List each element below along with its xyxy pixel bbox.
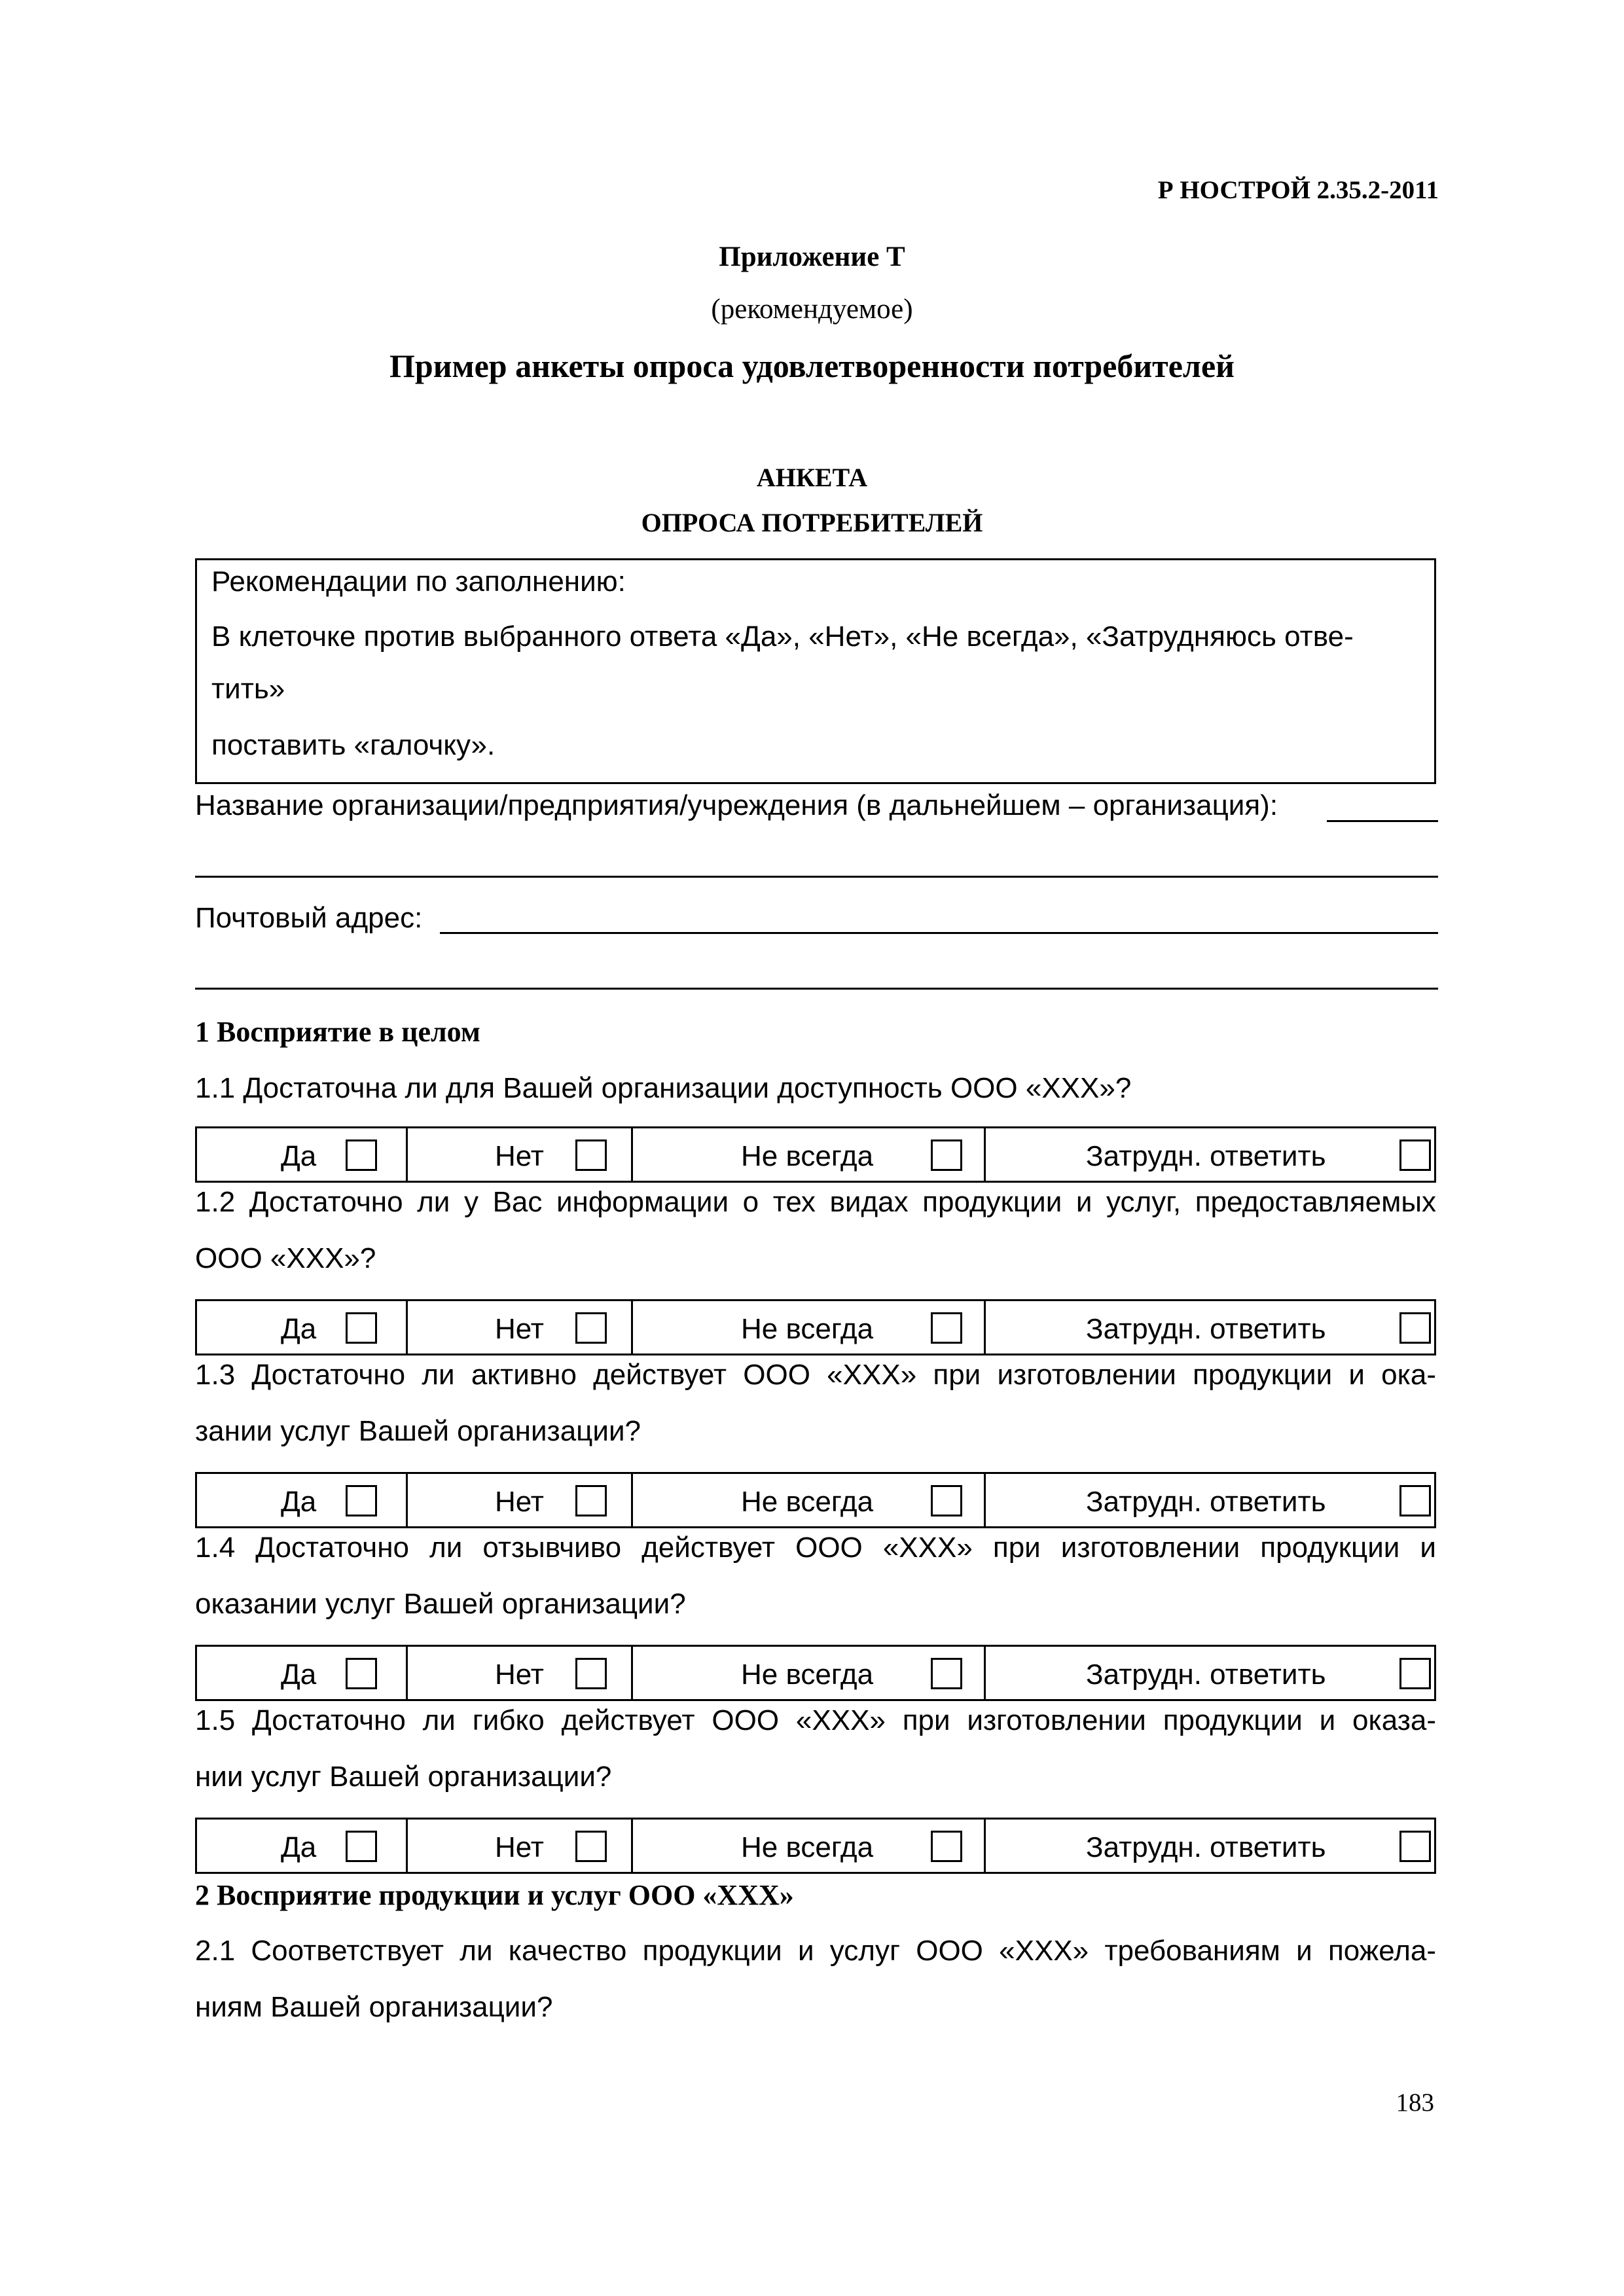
answer-cell-hard-to-say <box>986 1301 1434 1354</box>
answer-label-no: Нет <box>495 1831 544 1863</box>
answer-label-yes: Да <box>281 1831 317 1863</box>
checkbox-not-always[interactable] <box>931 1139 962 1171</box>
answer-cell-yes <box>197 1647 408 1699</box>
question-1-5-line-2: нии услуг Вашей организации? <box>195 1761 612 1793</box>
answer-label-yes: Да <box>281 1313 317 1345</box>
checkbox-yes[interactable] <box>346 1658 377 1689</box>
address-label: Почтовый адрес: <box>195 902 423 934</box>
question-1-4-line-2: оказании услуг Вашей организации? <box>195 1588 686 1620</box>
answer-label-no: Нет <box>495 1313 544 1345</box>
instructions-line-3: тить» <box>211 673 285 705</box>
question-1-5-line-1: 1.5 Достаточно ли гибко действует ООО «ХХХ» при изготовлении продукции и оказа- <box>195 1704 1436 1736</box>
organization-field-line-2[interactable] <box>195 876 1438 878</box>
checkbox-hard-to-say[interactable] <box>1399 1485 1431 1516</box>
document-code: Р НОСТРОЙ 2.35.2-2011 <box>1157 176 1439 204</box>
section-1-heading: 1 Восприятие в целом <box>195 1016 480 1048</box>
answer-cell-hard-to-say <box>986 1474 1434 1526</box>
address-field-line-2[interactable] <box>195 988 1438 990</box>
question-1-3-line-2: зании услуг Вашей организации? <box>195 1415 641 1447</box>
checkbox-not-always[interactable] <box>931 1485 962 1516</box>
answer-label-hard-to-say: Затрудн. ответить <box>1086 1831 1326 1863</box>
page-title: Пример анкеты опроса удовлетворенности потребителей <box>389 348 1235 384</box>
checkbox-not-always[interactable] <box>931 1658 962 1689</box>
instructions-line-1: Рекомендации по заполнению: <box>211 565 626 598</box>
form-subtitle: ОПРОСА ПОТРЕБИТЕЛЕЙ <box>641 508 983 537</box>
answer-label-yes: Да <box>281 1486 317 1518</box>
checkbox-yes[interactable] <box>346 1485 377 1516</box>
answer-label-hard-to-say: Затрудн. ответить <box>1086 1486 1326 1518</box>
answer-row-1-3 <box>195 1472 1436 1528</box>
answer-cell-yes <box>197 1474 408 1526</box>
answer-row-1-5 <box>195 1818 1436 1874</box>
answer-label-not-always: Не всегда <box>741 1486 874 1518</box>
question-2-1-line-1: 2.1 Соответствует ли качество продукции и услуг ООО «ХХХ» требованиям и пожела- <box>195 1935 1436 1967</box>
checkbox-yes[interactable] <box>346 1139 377 1171</box>
answer-cell-yes <box>197 1301 408 1354</box>
answer-cell-no <box>408 1301 633 1354</box>
answer-row-1-2 <box>195 1299 1436 1355</box>
checkbox-hard-to-say[interactable] <box>1399 1139 1431 1171</box>
section-2-heading: 2 Восприятие продукции и услуг ООО «ХХХ» <box>195 1879 794 1911</box>
answer-label-hard-to-say: Затрудн. ответить <box>1086 1140 1326 1172</box>
checkbox-no[interactable] <box>575 1139 607 1171</box>
answer-label-no: Нет <box>495 1486 544 1518</box>
organization-label: Название организации/предприятия/учреждения (в дальнейшем – организация): <box>195 789 1278 821</box>
answer-cell-yes <box>197 1820 408 1872</box>
answer-label-not-always: Не всегда <box>741 1313 874 1345</box>
checkbox-hard-to-say[interactable] <box>1399 1658 1431 1689</box>
answer-cell-no <box>408 1474 633 1526</box>
question-1-3-line-1: 1.3 Достаточно ли активно действует ООО «ХХХ» при изготовлении продукции и ока- <box>195 1359 1436 1391</box>
checkbox-hard-to-say[interactable] <box>1399 1831 1431 1862</box>
answer-label-yes: Да <box>281 1140 317 1172</box>
checkbox-no[interactable] <box>575 1485 607 1516</box>
page-number: 183 <box>1396 2089 1434 2117</box>
form-title: АНКЕТА <box>756 463 868 492</box>
question-2-1-line-2: ниям Вашей организации? <box>195 1991 553 2023</box>
answer-label-not-always: Не всегда <box>741 1659 874 1691</box>
checkbox-hard-to-say[interactable] <box>1399 1312 1431 1344</box>
answer-label-hard-to-say: Затрудн. ответить <box>1086 1313 1326 1345</box>
answer-label-hard-to-say: Затрудн. ответить <box>1086 1659 1326 1691</box>
appendix-note: (рекомендуемое) <box>711 294 913 325</box>
organization-field[interactable] <box>1327 820 1438 822</box>
question-1-2-line-2: ООО «ХХХ»? <box>195 1242 376 1274</box>
answer-cell-no <box>408 1647 633 1699</box>
answer-cell-hard-to-say <box>986 1820 1434 1872</box>
checkbox-no[interactable] <box>575 1312 607 1344</box>
checkbox-not-always[interactable] <box>931 1831 962 1862</box>
instructions-box <box>195 558 1436 784</box>
answer-label-no: Нет <box>495 1659 544 1691</box>
answer-cell-hard-to-say <box>986 1647 1434 1699</box>
answer-cell-not-always <box>633 1301 986 1354</box>
checkbox-not-always[interactable] <box>931 1312 962 1344</box>
instructions-line-4: поставить «галочку». <box>211 729 496 761</box>
checkbox-yes[interactable] <box>346 1312 377 1344</box>
answer-label-not-always: Не всегда <box>741 1140 874 1172</box>
question-1-2-line-1: 1.2 Достаточно ли у Вас информации о тех видах продукции и услуг, предоставляемых <box>195 1186 1436 1218</box>
answer-cell-no <box>408 1128 633 1181</box>
answer-label-not-always: Не всегда <box>741 1831 874 1863</box>
checkbox-yes[interactable] <box>346 1831 377 1862</box>
answer-cell-not-always <box>633 1128 986 1181</box>
appendix-title: Приложение Т <box>719 242 905 272</box>
answer-label-yes: Да <box>281 1659 317 1691</box>
instructions-line-2: В клеточке против выбранного ответа «Да», «Нет», «Не всегда», «Затрудняюсь отве- <box>211 620 1354 653</box>
answer-row-1-4 <box>195 1645 1436 1701</box>
answer-cell-not-always <box>633 1474 986 1526</box>
answer-cell-yes <box>197 1128 408 1181</box>
answer-row-1-1 <box>195 1126 1436 1183</box>
checkbox-no[interactable] <box>575 1831 607 1862</box>
checkbox-no[interactable] <box>575 1658 607 1689</box>
answer-cell-hard-to-say <box>986 1128 1434 1181</box>
answer-cell-not-always <box>633 1820 986 1872</box>
question-1-4-line-1: 1.4 Достаточно ли отзывчиво действует ООО «ХХХ» при изготовлении продукции и <box>195 1532 1436 1564</box>
question-1-1: 1.1 Достаточна ли для Вашей организации доступность ООО «ХХХ»? <box>195 1072 1132 1104</box>
answer-label-no: Нет <box>495 1140 544 1172</box>
answer-cell-not-always <box>633 1647 986 1699</box>
address-field[interactable] <box>440 932 1438 934</box>
answer-cell-no <box>408 1820 633 1872</box>
